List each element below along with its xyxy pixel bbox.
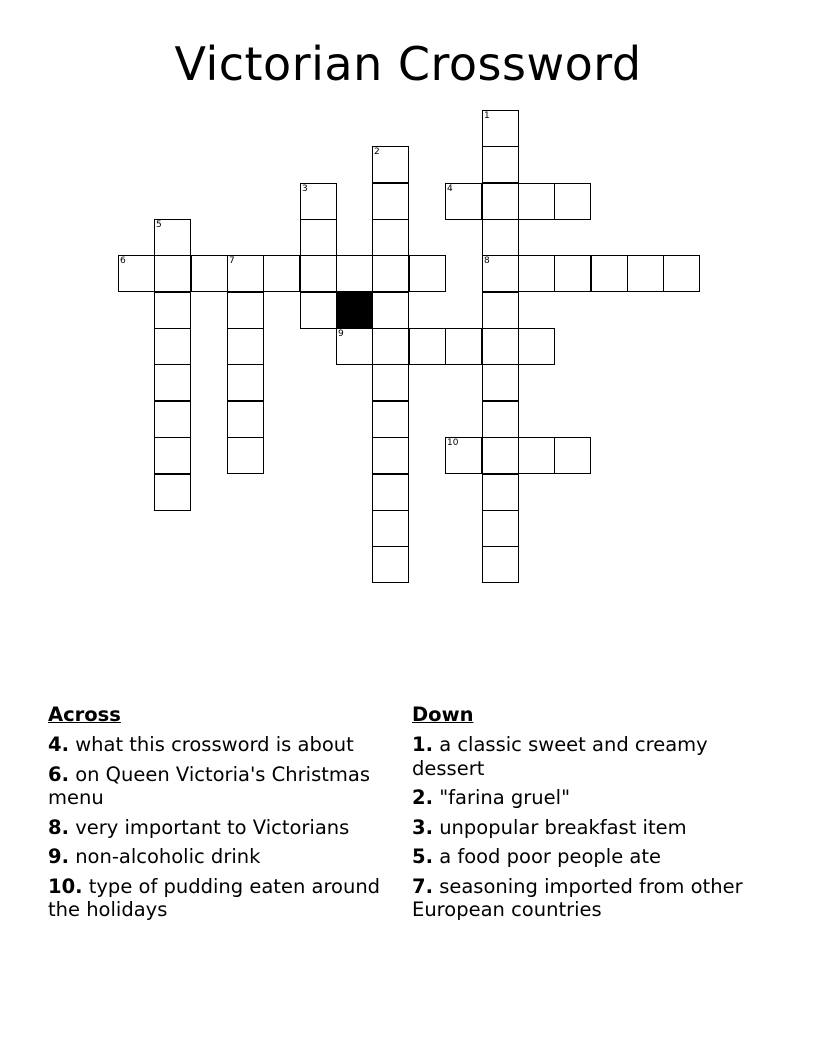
clue-text: a classic sweet and creamy dessert <box>412 733 708 780</box>
grid-cell[interactable] <box>154 401 191 438</box>
clue-number-label: 4. <box>48 733 69 756</box>
grid-cell[interactable] <box>482 437 519 474</box>
clue-text: unpopular breakfast item <box>439 815 687 839</box>
clue-number-label: 1. <box>412 733 433 756</box>
grid-cell[interactable] <box>300 219 337 256</box>
grid-cell[interactable] <box>372 328 409 365</box>
down-clue-list <box>412 733 752 922</box>
grid-cell[interactable] <box>482 219 519 256</box>
grid-cell[interactable] <box>663 255 700 292</box>
clue-number: 8 <box>484 256 490 266</box>
grid-block-cell <box>336 292 373 329</box>
clue-text: type of pudding eaten around the holidays <box>48 874 381 921</box>
grid-cell[interactable] <box>627 255 664 292</box>
grid-cell[interactable] <box>482 255 519 292</box>
grid-cell[interactable] <box>372 146 409 183</box>
clue-text: on Queen Victoria's Christmas menu <box>48 762 370 809</box>
grid-cell[interactable] <box>445 328 482 365</box>
grid-cell[interactable] <box>518 255 555 292</box>
grid-cell[interactable] <box>372 364 409 401</box>
grid-cell[interactable] <box>154 292 191 329</box>
grid-cell[interactable] <box>154 255 191 292</box>
grid-cell[interactable] <box>336 255 373 292</box>
grid-cell[interactable] <box>191 255 228 292</box>
grid-cell[interactable] <box>482 183 519 220</box>
clue-text: what this crossword is about <box>75 733 354 756</box>
clue-number: 2 <box>374 147 380 157</box>
clue-number-label: 6. <box>48 762 69 786</box>
grid-cell[interactable] <box>445 183 482 220</box>
across-clues <box>48 703 388 928</box>
down-clue <box>412 816 752 840</box>
grid-cell[interactable] <box>372 437 409 474</box>
down-clues <box>412 703 752 928</box>
grid-cell[interactable] <box>554 437 591 474</box>
grid-cell[interactable] <box>227 292 264 329</box>
clue-text: a food poor people ate <box>439 845 661 868</box>
across-clue-list <box>48 733 388 922</box>
grid-cell[interactable] <box>300 292 337 329</box>
grid-cell[interactable] <box>482 474 519 511</box>
grid-cell[interactable] <box>409 328 446 365</box>
grid-cell[interactable] <box>482 546 519 583</box>
grid-cell[interactable] <box>154 219 191 256</box>
grid-cell[interactable] <box>518 183 555 220</box>
clue-number: 4 <box>447 184 453 194</box>
grid-cell[interactable] <box>154 474 191 511</box>
across-clue <box>48 875 388 922</box>
clue-number: 6 <box>120 256 126 266</box>
clue-number: 3 <box>302 184 308 194</box>
clue-number-label: 9. <box>48 845 69 868</box>
grid-cell[interactable] <box>227 437 264 474</box>
grid-cell[interactable] <box>372 546 409 583</box>
clue-text: non-alcoholic drink <box>75 845 261 868</box>
grid-cell[interactable] <box>482 146 519 183</box>
clue-number-label: 5. <box>412 845 433 868</box>
grid-cell[interactable] <box>409 255 446 292</box>
grid-cell[interactable] <box>227 255 264 292</box>
across-clue <box>48 845 388 869</box>
clue-text: very important to Victorians <box>75 815 350 839</box>
grid-cell[interactable] <box>372 292 409 329</box>
grid-cell[interactable] <box>372 510 409 547</box>
grid-cell[interactable] <box>154 364 191 401</box>
grid-cell[interactable] <box>227 328 264 365</box>
clue-number: 9 <box>338 329 344 339</box>
clue-number: 5 <box>156 220 162 230</box>
grid-cell[interactable] <box>118 255 155 292</box>
grid-cell[interactable] <box>227 364 264 401</box>
grid-cell[interactable] <box>518 328 555 365</box>
across-clue <box>48 733 388 757</box>
grid-cell[interactable] <box>482 328 519 365</box>
clue-text: "farina gruel" <box>439 786 571 809</box>
grid-cell[interactable] <box>336 328 373 365</box>
down-clue <box>412 845 752 869</box>
grid-cell[interactable] <box>482 510 519 547</box>
grid-cell[interactable] <box>518 437 555 474</box>
clue-number: 7 <box>229 256 235 266</box>
page-title: Victorian Crossword <box>174 37 642 91</box>
grid-cell[interactable] <box>154 437 191 474</box>
clue-number: 10 <box>447 438 459 448</box>
across-heading: Across <box>48 703 121 726</box>
grid-cell[interactable] <box>591 255 628 292</box>
grid-cell[interactable] <box>372 401 409 438</box>
grid-cell[interactable] <box>372 219 409 256</box>
clue-number-label: 10. <box>48 874 83 898</box>
clue-text: seasoning imported from other European countries <box>412 874 743 921</box>
clue-number-label: 2. <box>412 786 433 809</box>
clue-number-label: 8. <box>48 815 69 839</box>
grid-cell[interactable] <box>372 255 409 292</box>
across-clue <box>48 816 388 840</box>
grid-cell[interactable] <box>154 328 191 365</box>
clue-number-label: 3. <box>412 815 433 839</box>
grid-cell[interactable] <box>482 401 519 438</box>
down-heading: Down <box>412 703 474 726</box>
grid-cell[interactable] <box>372 183 409 220</box>
grid-cell[interactable] <box>372 474 409 511</box>
clue-number: 1 <box>484 111 490 121</box>
grid-cell[interactable] <box>300 183 337 220</box>
grid-cell[interactable] <box>554 255 591 292</box>
grid-cell[interactable] <box>482 292 519 329</box>
down-clue <box>412 875 752 922</box>
grid-cell[interactable] <box>482 110 519 147</box>
grid-cell[interactable] <box>554 183 591 220</box>
across-clue <box>48 763 388 810</box>
grid-cell[interactable] <box>227 401 264 438</box>
grid-cell[interactable] <box>445 437 482 474</box>
grid-cell[interactable] <box>300 255 337 292</box>
down-clue <box>412 733 752 780</box>
grid-cell[interactable] <box>263 255 300 292</box>
clue-number-label: 7. <box>412 874 433 898</box>
grid-cell[interactable] <box>482 364 519 401</box>
down-clue <box>412 786 752 810</box>
